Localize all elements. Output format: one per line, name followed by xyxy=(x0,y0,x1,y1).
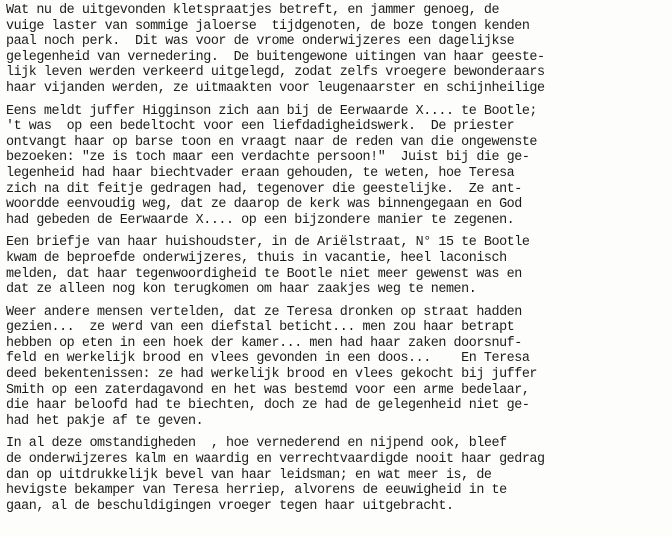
paragraph-4 xyxy=(6,305,670,430)
text-line: hevigste bekamper van Teresa herriep, alvorens de eeuwigheid in te xyxy=(6,483,507,499)
text-line: deed bekentenissen: ze had werkelijk brood en vlees gekocht bij juffer xyxy=(6,367,537,383)
text-line: In al deze omstandigheden , hoe vernederend en nijpend ook, bleef xyxy=(6,436,507,452)
paragraph-3 xyxy=(6,235,670,297)
text-line: melden, dat haar tegenwoordigheid te Bootle niet meer gewenst was en xyxy=(6,266,522,282)
text-line: vuige laster van sommige jaloerse tijdgenoten, de boze tongen kenden xyxy=(6,18,530,34)
text-line: had gebeden de Eerwaarde X.... op een bijzondere manier te zegenen. xyxy=(6,212,515,228)
text-line: dat ze alleen nog kon terugkomen om haar zaakjes weg te nemen. xyxy=(6,282,477,298)
text-line: Eens meldt juffer Higginson zich aan bij de Eerwaarde X.... te Bootle; xyxy=(6,103,537,119)
text-line: kwam de beproefde onderwijzeres, thuis in vacantie, heel laconisch xyxy=(6,250,507,266)
text-line: de onderwijzeres kalm en waardig en verrechtvaardigde nooit haar gedrag xyxy=(6,452,545,468)
text-line: ontvangt haar op barse toon en vraagt naar de reden van die ongewenste xyxy=(6,134,537,150)
text-line: Weer andere mensen vertelden, dat ze Teresa dronken op straat hadden xyxy=(6,304,522,320)
text-line: 't was op een bedeltocht voor een liefdadigheidswerk. De priester xyxy=(6,119,515,135)
text-line: feld en werkelijk brood en vlees gevonden in een doos... En Teresa xyxy=(6,351,530,367)
text-line: Wat nu de uitgevonden kletspraatjes betreft, en jammer genoeg, de xyxy=(6,3,500,18)
text-line: gaan, al de beschuldigingen vroeger tegen haar uitgebracht. xyxy=(6,498,454,514)
paragraph-1 xyxy=(6,3,670,97)
text-line: hebben op eten in een hoek der kamer... men had haar zaken doorsnuf- xyxy=(6,335,522,351)
text-line: woordde eenvoudig weg, dat ze daarop de kerk was binnengegaan en God xyxy=(6,197,522,213)
text-line: paal noch perk. Dit was voor de vrome onderwijzeres een dagelijkse xyxy=(6,34,515,50)
text-line: dan op uitdrukkelijk bevel van haar leidsman; en wat meer is, de xyxy=(6,467,492,483)
page-text xyxy=(6,3,670,521)
text-line: Smith op een zaterdagavond en het was bestemd voor een arme bedelaar, xyxy=(6,382,530,398)
text-line: die haar beloofd had te biechten, doch ze had de gelegenheid niet ge- xyxy=(6,398,530,414)
text-line: gelegenheid van vernedering. De buitengewone uitingen van haar geeste- xyxy=(6,49,545,65)
text-line: legenheid had haar biechtvader eraan gehouden, te weten, hoe Teresa xyxy=(6,165,515,181)
text-line: lijk leven werden verkeerd uitgelegd, zodat zelfs vroegere bewonderaars xyxy=(6,65,545,81)
paragraph-5 xyxy=(6,436,670,514)
text-line: zich na dit feitje gedragen had, tegenover die geestelijke. Ze ant- xyxy=(6,181,522,197)
text-line: had het pakje af te geven. xyxy=(6,413,204,429)
text-line: haar vijanden werden, ze uitmaakten voor leugenaarster en schijnheilige xyxy=(6,80,545,96)
paragraph-2 xyxy=(6,104,670,229)
text-line: Een briefje van haar huishoudster, in de Ariëlstraat, N° 15 te Bootle xyxy=(6,235,530,251)
text-line: bezoeken: "ze is toch maar een verdachte persoon!" Juist bij die ge- xyxy=(6,150,530,166)
text-line: gezien... ze werd van een diefstal beticht... men zou haar betrapt xyxy=(6,320,515,336)
